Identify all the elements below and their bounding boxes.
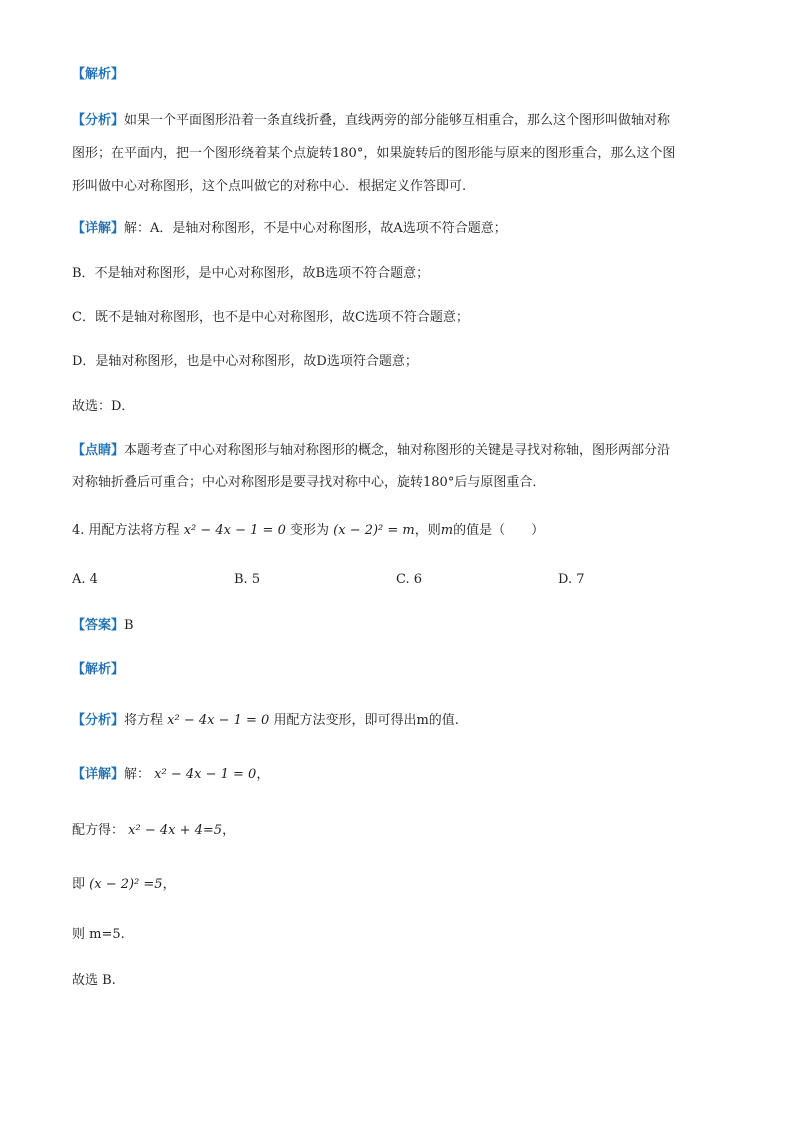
analysis-line-2 [72,145,675,163]
xiangjie-tag-2: 【详解】 [72,767,125,782]
question-equation-2: (x − 2)² = m [333,523,415,538]
question-post-1: ，则 [414,523,441,538]
dianjing-tag: 【点睛】 [72,443,125,458]
analysis-line-1 [72,112,670,130]
detail-2-equation-3: (x − 2)² =5 [89,877,163,892]
detail-line-2 [72,265,429,283]
detail-line-4 [72,353,418,371]
detail-2-line-5 [72,972,116,990]
analysis-2-pre: 将方程 [124,713,164,728]
option-c: C. 6 [396,572,423,587]
option-b: B. 5 [234,572,261,587]
question-mid: 变形为 [290,523,330,538]
detail-text-2: B．不是轴对称图形，是中心对称图形，故B选项不符合题意； [72,266,430,281]
answer-value: B [124,618,134,633]
analysis-text-3: 形叫做中心对称图形，这个点叫做它的对称中心．根据定义作答即可. [72,179,467,194]
detail-text-5: 故选：D． [72,399,135,414]
answer-options [72,572,712,590]
analysis-line-3 [72,178,466,196]
detail-2-line-1 [72,766,269,784]
answer-line [72,617,134,635]
xiangjie-tag: 【详解】 [72,221,125,236]
detail-2-line-2 [72,822,235,840]
detail-2-text-5: 故选 B. [72,973,116,988]
analysis-2-post: 用配方法变形，即可得出m的值. [273,713,459,728]
detail-text-1: 解：A．是轴对称图形，不是中心对称图形，故A选项不符合题意； [124,221,507,236]
detail-2-pre-2: 配方得： [72,823,125,838]
detail-line-3 [72,309,469,327]
question-equation-1: x² − 4x − 1 = 0 [183,523,286,538]
option-d: D. 7 [558,572,585,587]
detail-text-4: D．是轴对称图形，也是中心对称图形，故D选项符合题意； [72,354,418,369]
remark-line-1 [72,442,670,460]
detail-2-pre-3: 即 [72,877,86,892]
detail-2-text-4: 则 m=5. [72,927,125,942]
fenxi-tag-2: 【分析】 [72,713,125,728]
detail-2-equation-1: x² − 4x − 1 = 0 [154,767,257,782]
jiexi-tag-2: 【解析】 [72,662,125,677]
analysis-2-line [72,712,459,730]
answer-tag: 【答案】 [72,618,125,633]
detail-2-equation-2: x² − 4x + 4=5 [128,823,223,838]
question-post-2: 的值是（ ） [453,523,545,538]
jiexi-tag: 【解析】 [72,67,125,82]
remark-text-1: 本题考查了中心对称图形与轴对称图形的概念，轴对称图形的关键是寻找对称轴，图形两部分沿 [124,443,671,458]
detail-line-5 [72,398,134,416]
remark-line-2 [72,474,545,492]
analysis-text-1: 如果一个平面图形沿着一条直线折叠，直线两旁的部分能够互相重合，那么这个图形叫做轴对称 [124,113,671,128]
detail-2-post-3: ， [162,877,176,892]
section-jiexi-1 [72,66,124,84]
question-prefix: 4. 用配方法将方程 [72,523,180,538]
detail-2-post-1: ， [256,767,270,782]
question-4 [72,522,544,540]
detail-2-line-3 [72,876,176,894]
analysis-2-equation: x² − 4x − 1 = 0 [167,713,270,728]
detail-2-pre-1: 解： [124,767,151,782]
detail-text-3: C．既不是轴对称图形，也不是中心对称图形，故C选项不符合题意； [72,310,469,325]
section-jiexi-2 [72,661,124,679]
analysis-text-2: 图形；在平面内，把一个图形绕着某个点旋转180°，如果旋转后的图形能与原来的图形重合，那么这个图 [72,146,676,161]
detail-2-line-4 [72,926,125,944]
remark-text-2: 对称轴折叠后可重合；中心对称图形是要寻找对称中心，旋转180°后与原图重合． [72,475,546,490]
detail-2-post-2: ， [222,823,236,838]
question-variable: m [440,523,454,538]
option-a: A. 4 [72,572,98,587]
fenxi-tag: 【分析】 [72,113,125,128]
detail-line-1 [72,220,507,238]
